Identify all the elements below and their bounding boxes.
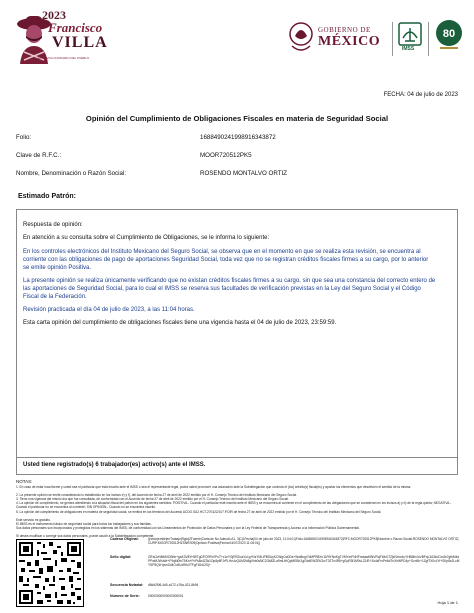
gobierno-line2: MÉXICO xyxy=(318,34,381,49)
document-date: FECHA: 04 de julio de 2023 xyxy=(383,92,458,98)
qr-code xyxy=(16,539,84,607)
note-item: 1. En caso de estar inconforme y usted sea el particular que está inscrito ante el IMSS o sea el representante legal, podrá usted promover una aclaración ante la Subdelegación que controla el (los) crédito(s) fiscal(es) y aportar los elementos que desvirtúen el sentido de la misma. xyxy=(16,485,412,489)
logo-year: 2023 xyxy=(42,8,66,22)
response-p3-line1: La presente opinión se realiza únicamente verificando que no existan créditos fiscales firmes a su cargo, sin que sea una constancia del correcto entero de xyxy=(23,278,436,284)
logo-name-line2: VILLA xyxy=(52,34,108,51)
response-p2-line3: se emite opinión Positiva. xyxy=(23,265,92,271)
note-item: 3. Tiene una vigencia del mismo día que fue consultada, de conformidad con el Acuerdo de fecha 27 de abril de 2022 emitido por el H. Consejo Técnico del Instituto Mexicano del Seguro Social. xyxy=(16,497,289,501)
qr-code-icon xyxy=(17,540,83,606)
secuencia-value: d5dd2f06-4d0-a172-c76a-421-8b94 xyxy=(148,583,199,587)
notes-heading: NOTAS: xyxy=(16,479,33,484)
opinion-response-box xyxy=(16,209,458,475)
response-p3-line3: Fiscal de la Federación. xyxy=(23,294,87,300)
name-label: Nombre, Denominación o Razón Social: xyxy=(16,170,127,177)
gobierno-imss-logos xyxy=(288,12,468,62)
salutation: Estimado Patrón: xyxy=(18,193,76,200)
page-title: Opinión del Cumplimiento de Obligaciones Fiscales en materia de Seguridad Social xyxy=(85,114,389,123)
logo-divider xyxy=(428,22,429,56)
numero-serie-value: 00000000000000000001 xyxy=(148,594,184,598)
rfc-label: Clave de R.F.C.: xyxy=(16,152,62,159)
folio-value: 1688490241998916343872 xyxy=(200,134,276,141)
imss-label: IMSS xyxy=(402,46,415,52)
name-value: ROSENDO MONTALVO ORTIZ xyxy=(200,170,287,177)
svg-text:80: 80 xyxy=(442,28,456,40)
free-service-note: Este servicio es gratuito. xyxy=(16,518,51,522)
gobierno-line1: GOBIERNO DE xyxy=(318,26,371,34)
cadena-label: Cadena Original: xyxy=(110,537,139,541)
note-item: 4. La opinión de cumplimiento, se genera atendiendo a la situación fiscal del patrón en los siguientes sentidos: POSITIVA.- Cuando el particular esté inscrito ante el IMSS y se encuentra al corriente en el cumplimiento de las obligaciones que se consideran en los incisos a) y b) de la regla quinta; NEGATIVA.- Cuando el particular no se encuentra al corriente; SIN OPINIÓN.- Cuando no se encuentra inscrito. xyxy=(16,501,452,509)
national-coat-of-arms-icon xyxy=(288,18,314,54)
secuencia-label: Secuencia Notarial: xyxy=(110,583,144,587)
imss-80-anniversary-icon xyxy=(434,18,464,52)
response-intro: En atención a su consulta sobre el Cumplimiento de Obligaciones, se le informa lo siguiente: xyxy=(23,235,270,241)
imss-mission-note: El IMSS es el instrumento básico de seguridad social para todos los trabajadores y sus familias. xyxy=(16,522,152,526)
numero-serie-label: Número de Serie: xyxy=(110,594,140,598)
response-p2-line2: corriente con las obligaciones de pago de aportaciones Seguridad Social, toda vez que no se registran créditos fiscales firmes a su cargo, por lo anterior xyxy=(23,257,429,263)
document-header xyxy=(0,0,474,82)
registered-workers: Usted tiene registrado(s) 6 trabajador(es) activo(s) ante el IMSS. xyxy=(23,462,206,468)
note-item: 2. La presente opinión se emite considerando lo establecido en los incisos e) y f), del Acuerdo de fecha 27 de abril de 2022 emitido por el H. Consejo Técnico del Instituto Mexicano del Seguro Social. xyxy=(16,493,297,497)
privacy-note: Sus datos personales son incorporados y protegidos en los sistemas del IMSS, de conformidad con los Lineamientos de Protección de Datos Personales y con la Ley Federal de Transparencia y Acceso a la Información Pública Gubernamental. xyxy=(16,526,360,530)
validity-statement: Esta carta opinión del cumplimiento de obligaciones fiscales tiene una vigencia hasta el 04 de julio de 2023, 23:59:59. xyxy=(23,320,337,326)
response-p3-line2: las aportaciones de Seguridad Social, para lo cual el IMSS se reserva sus facultades de verificación previstas en la Ley del Seguro Social y el Código xyxy=(23,286,421,292)
data-correction-note: Si desea modificar o corregir sus datos personales, puede acudir a la Subdelegación competente. xyxy=(16,534,155,538)
imss-eagle-icon xyxy=(398,22,422,46)
note-item: 5. La opinión del cumplimiento de obligaciones en materia de seguridad social, se emitirá en los términos del Acuerdo ACDO.SA2.HCT.270422/107.P.DIR de fecha 27 de abril de 2022 emitido por el H. Consejo Técnico del Instituto Mexicano del Seguro Social. xyxy=(16,510,382,514)
page-number: Hoja 1 de 1 xyxy=(437,600,458,605)
response-p2-line1: En los controles electrónicos del Instituto Mexicano del Seguro Social, se observa que en el momento en que se realiza esta revisión, se encuentra al xyxy=(23,249,421,255)
logo-name-line1: Francisco xyxy=(48,20,103,35)
response-heading: Respuesta de opinión: xyxy=(23,222,83,228)
box-divider xyxy=(17,457,457,458)
review-timestamp: Revisión practicada el día 04 de julio de 2023, a las 11:04 horas. xyxy=(23,307,195,313)
sello-value: ZiFaGvNMMXDBhh+gaK3V8YHWTgDPCRRrVPoT+c1eYGjRSDusYu1g+NzYMLiPBSUyKCWgCsl0Ds+Ww8ngr7dMPR8Xn11RfYNnKgTVMYmFNHFmdawKBtVRqFWu0TZjWJmx4uYHBMh4oVBFqL3A3ktJ1mJk7gtbM4dPPwMJWuWr+F9qM0fnT5Kn+FvPk8x4Z3k1Op8p8FJrPLHn4vQUM2h8gXhb0s5iC2Gk8ZLa9mLtHQpMEBK1gGbdEWZEtCkvT02Tn4R6+gSpR3f1M0vLZ1fE+Zs4sFrxPe6dTnXhWPD4y+Gcn5h+1ZgfTX0xLYf+SKp8s2LcMYSP5Q1HpvnZd4Cu9UzRrb2TFgF1fkU2Sj+ xyxy=(148,555,460,567)
sello-label: Sello digital: xyxy=(110,555,132,559)
logo-divider xyxy=(392,22,393,56)
logo-subtitle: EL REVOLUCIONARIO DEL PUEBLO xyxy=(38,56,90,60)
folio-label: Folio: xyxy=(16,134,32,141)
rfc-value: MOOR720512PK5 xyxy=(200,152,252,159)
cadena-value: ||rvicio|emitir|enTrabajo|Rgto|2Fuente|Carta de No Adeudo A1, 3|C|1Fecha|04 de julio de 2023, 11:04:01|Folio:1688490241998916343872|RFC:MOOR720512PK5|Nombre o Razon Social:ROSENDO MONTALVO ORTIZ|CURP:MOOR720512HZSNRS09|Opinion:Positiva|Fecha:04/07/2023 11:04:01|| xyxy=(148,537,459,545)
francisco-villa-2023-logo xyxy=(8,6,116,76)
